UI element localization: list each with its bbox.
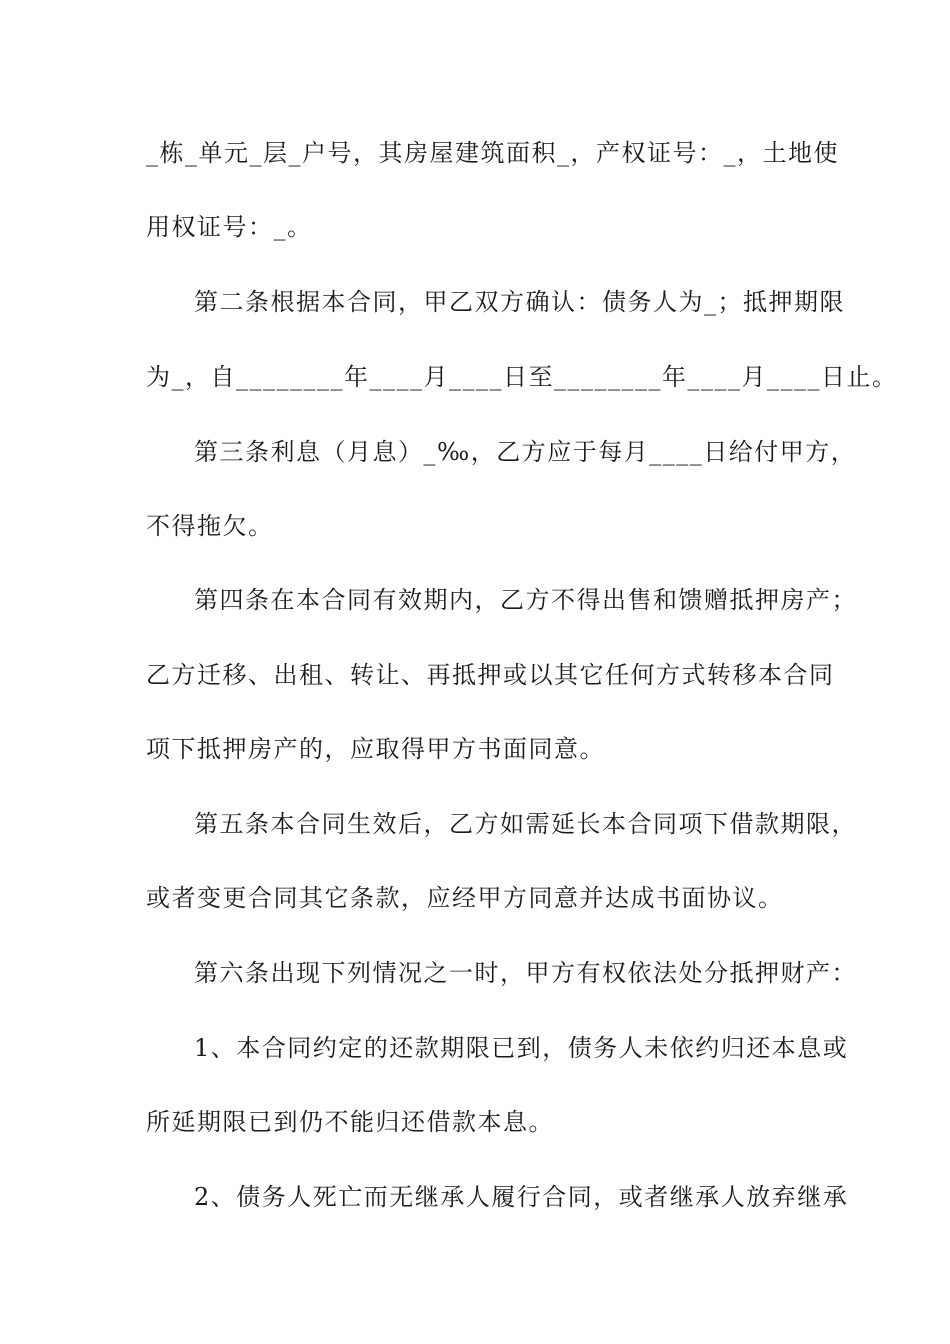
clause-5-heading-line: 第五条本合同生效后，乙方如需延长本合同项下借款期限， [194,810,857,838]
list-item-2-line: 2、债务人死亡而无继承人履行合同，或者继承人放弃继承 [194,1183,849,1211]
clause-3-heading-line: 第三条利息（月息）_‰，乙方应于每月____日给付甲方， [194,438,857,466]
text-line: 项下抵押房产的，应取得甲方书面同意。 [146,735,605,763]
text-line: 乙方迁移、出租、转让、再抵押或以其它任何方式转移本合同 [146,661,835,689]
text-line: _栋_单元_层_户号，其房屋建筑面积_，产权证号：_，土地使 [146,139,839,167]
clause-4-heading-line: 第四条在本合同有效期内，乙方不得出售和馈赠抵押房产； [194,586,857,614]
text-line: 所延期限已到仍不能归还借款本息。 [146,1108,554,1136]
text-line: 或者变更合同其它条款，应经甲方同意并达成书面协议。 [146,884,784,912]
text-line: 用权证号：_。 [146,213,313,241]
clause-6-heading-line: 第六条出现下列情况之一时，甲方有权依法处分抵押财产： [194,959,857,987]
text-line: 不得拖欠。 [146,512,274,540]
text-line: 为_，自________年____月____日至________年____月____日止。 [146,363,898,391]
list-item-1-line: 1、本合同约定的还款期限已到，债务人未依约归还本息或 [194,1034,849,1062]
clause-2-heading-line: 第二条根据本合同，甲乙双方确认：债务人为_；抵押期限 [194,288,845,316]
